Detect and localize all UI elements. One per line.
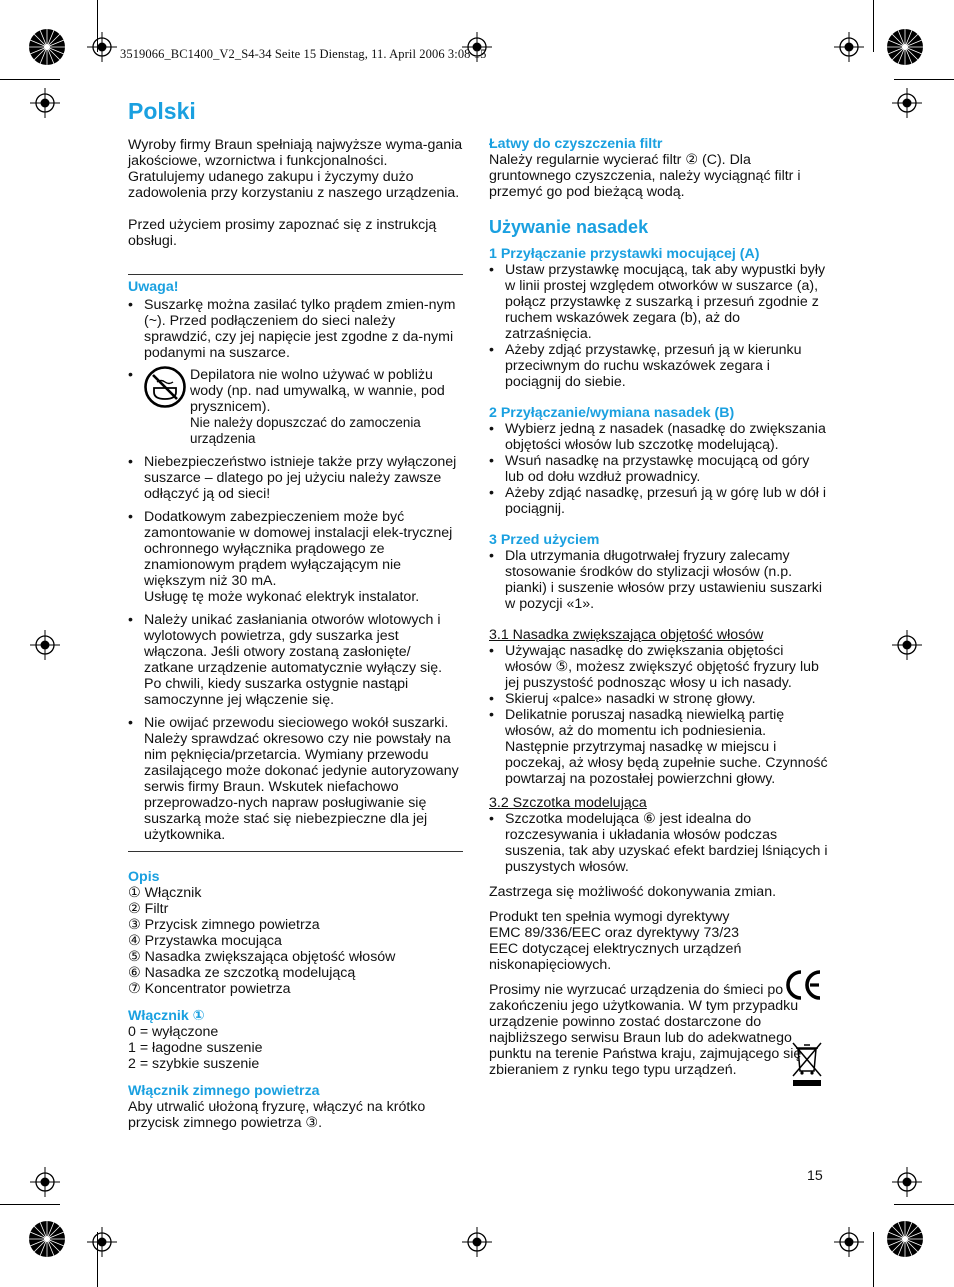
registration-mark-icon	[30, 630, 60, 660]
registration-mark-icon	[834, 1227, 864, 1257]
list-item: ④ Przystawka mocująca	[128, 933, 282, 949]
changes-note: Zastrzega się możliwość dokonywania zmian.	[489, 884, 777, 900]
list-item: • Ażeby zdjąć nasadkę, przesuń ją w górę lub w dół i pociągnij.	[489, 485, 829, 517]
registration-mark-icon	[87, 32, 117, 62]
list-item: • Dla utrzymania długotrwałej fryzury zalecamy stosowanie środków do stylizacji włosów (n.p. pianki) i suszenie włosów przy ustawieniu suszarki w pozycji «1».	[489, 548, 829, 612]
crop-mark	[873, 1232, 874, 1287]
list-item: ⑦ Koncentrator powietrza	[128, 981, 291, 997]
list-item: ① Włącznik	[128, 885, 202, 901]
registration-mark-icon	[892, 630, 922, 660]
page-title: Polski	[128, 98, 196, 124]
print-slug: 3519066_BC1400_V2_S4-34 Seite 15 Dienstag, 11. April 2006 3:08 15	[120, 47, 487, 61]
subsection-heading: 3.1 Nasadka zwiększająca objętość włosów	[489, 627, 764, 643]
section-divider	[128, 274, 463, 275]
ce-mark-icon	[782, 967, 824, 1003]
attachments-heading: Używanie nasadek	[489, 217, 649, 237]
starburst-mark-icon	[28, 28, 66, 66]
list-item: • Niebezpieczeństwo istnieje także przy wyłączonej suszarce – dlatego po jej użyciu należy zawsze odłączyć ją od sieci!	[128, 454, 463, 502]
cold-shot-heading: Włącznik zimnego powietrza	[128, 1083, 320, 1099]
list-item: ⑥ Nasadka ze szczotką modelującą	[128, 965, 356, 981]
list-item: • Ustaw przystawkę mocującą, tak aby wypustki były w linii prostej względem otworków w suszarce (a), połącz przystawkę z suszarką i przesuń zgodnie z ruchem wskazówek zegara (b), aż do zatrzaśnięcia.	[489, 262, 829, 342]
list-item-text: • Dodatkowym zabezpieczeniem może być zamontowanie w domowej instalacji elek-trycznej ochronnego wyłącznika prądowego ze znamionowym prądem wyłączającym nie większym niż 30 mA.	[144, 509, 453, 589]
intro-paragraph: Wyroby firmy Braun spełniają najwyższe wyma-gania jakościowe, wzornictwa i funkcjonalności. Gratulujemy udanego zakupu i życzymy dużo zadowolenia przy korzystaniu z naszego urządzenia.	[128, 137, 463, 201]
list-item: 2 = szybkie suszenie	[128, 1056, 260, 1072]
list-item	[128, 367, 463, 447]
parts-list	[128, 885, 463, 997]
crop-mark	[894, 1204, 954, 1205]
list-item-text: Usługę tę może wykonać elektryk instalator.	[144, 589, 420, 605]
registration-mark-icon	[892, 88, 922, 118]
starburst-mark-icon	[886, 1220, 924, 1258]
emc-compliance-text: Produkt ten spełnia wymogi dyrektywy EMC 89/336/EEC oraz dyrektywy 73/23 EEC dotyczącej elektrycznych urządzeń niskonapięciowych.	[489, 909, 742, 973]
list-item: • Skieruj «palce» nasadki w stronę głowy.	[489, 691, 829, 707]
subsection-heading: 3.2 Szczotka modelująca	[489, 795, 647, 811]
filter-text: Należy regularnie wycierać filtr ② (C). Dla gruntownego czyszczenia, należy wyciągnąć filtr i przemyć go pod bieżącą wodą.	[489, 152, 801, 200]
warning-heading: Uwaga!	[128, 279, 179, 295]
warning-water-note: Nie należy dopuszczać do zamoczenia urządzenia	[190, 415, 421, 446]
list-item: • Wybierz jedną z nasadek (nasadkę do zwiększania objętości włosów lub szczotkę modelującą).	[489, 421, 829, 453]
list-item: • Szczotka modelująca ⑥ jest idealna do rozczesywania i układania włosów podczas suszenia, tak aby uzyskać efekt bardziej lśniących i puszystych włosów.	[489, 811, 829, 875]
registration-mark-icon	[30, 88, 60, 118]
list-item: ③ Przycisk zimnego powietrza	[128, 917, 320, 933]
disposal-text: Prosimy nie wyrzucać urządzenia do śmieci po zakończeniu jego użytkowania. W tym przypadku urządzenie powinno zostać dostarczone do najbliższego serwisu Braun lub do adekwatnego punktu na terenie Państwa kraju, zajmującego się zbieraniem z rynku tego typu urządzeń.	[489, 982, 802, 1078]
starburst-mark-icon	[28, 1220, 66, 1258]
registration-mark-icon	[87, 1227, 117, 1257]
subsection-heading: 1 Przyłączanie przystawki mocującej (A)	[489, 246, 760, 262]
registration-mark-icon	[892, 1167, 922, 1197]
intro-paragraph: Przed użyciem prosimy zapoznać się z instrukcją obsługi.	[128, 217, 437, 249]
right-column	[489, 136, 829, 1078]
crop-mark	[0, 1204, 60, 1205]
crop-mark	[873, 0, 874, 52]
registration-mark-icon	[30, 1167, 60, 1197]
page-number: 15	[807, 1168, 823, 1184]
cold-shot-text: Aby utrwalić ułożoną fryzurę, włączyć na krótko przycisk zimnego powietrza ③.	[128, 1099, 426, 1131]
switch-heading: Włącznik ①	[128, 1008, 205, 1024]
crop-mark	[0, 79, 60, 80]
list-item: ⑤ Nasadka zwiększająca objętość włosów	[128, 949, 396, 965]
list-item: • Nie owijać przewodu sieciowego wokół suszarki. Należy sprawdzać okresowo czy nie powstały na nim pęknięcia/przetarcia. Wymiany przewodu zasilającego może dokonać jedynie autoryzowany serwis firmy Braun. Wskutek niefachowo przeprowadzo-nych napraw posługiwanie się suszarką może stać się niebezpieczne dla jej użytkownika.	[128, 715, 463, 843]
list-item: 1 = łagodne suszenie	[128, 1040, 263, 1056]
registration-mark-icon	[462, 1227, 492, 1257]
subsection-heading: 2 Przyłączanie/wymiana nasadek (B)	[489, 405, 735, 421]
list-item: • Należy unikać zasłaniania otworów wlotowych i wylotowych powietrza, gdy suszarka jest włączona. Jeśli otwory zostaną zasłonięte/ zatkane urządzenie automatycznie wyłączy się. Po chwili, kiedy suszarka ostygnie nastąpi samoczynne jej włączenie się.	[128, 612, 463, 708]
description-heading: Opis	[128, 869, 160, 885]
list-item	[128, 509, 463, 605]
starburst-mark-icon	[886, 28, 924, 66]
list-item: • Używając nasadkę do zwiększania objętości włosów ⑤, możesz zwiększyć objętość fryzury lub jej puszystość podnosząc włosy u ich nasady.	[489, 643, 829, 691]
section-divider	[128, 851, 463, 852]
list-item: • Ażeby zdjąć przystawkę, przesuń ją w kierunku przeciwnym do ruchu wskazówek zegara i pociągnij do siebie.	[489, 342, 829, 390]
no-water-bath-icon	[143, 365, 187, 409]
subsection-heading: 3 Przed użyciem	[489, 532, 600, 548]
crop-mark	[894, 79, 954, 80]
left-column	[128, 137, 463, 1131]
list-item: • Wsuń nasadkę na przystawkę mocującą od góry lub od dołu wzdłuż prowadnicy.	[489, 453, 829, 485]
list-item: • Delikatnie poruszaj nasadką niewielką partię włosów, aż do momentu ich podniesienia. Następnie przytrzymaj nasadkę w miejscu i poczekaj, aż włosy będą zupełnie suche. Czynność powtarzaj na pozostałej powierzchni głowy.	[489, 707, 829, 787]
list-item: • Suszarkę można zasilać tylko prądem zmien-nym (~). Przed podłączeniem do sieci należy sprawdzić, czy jej napięcie jest zgodne z da-nymi podanymi na suszarce.	[128, 297, 463, 361]
crossed-bin-icon	[790, 1040, 824, 1086]
list-item: 0 = wyłączone	[128, 1024, 219, 1040]
registration-mark-icon	[834, 32, 864, 62]
warning-water-text: • Depilatora nie wolno używać w pobliżu wody (np. nad umywalką, w wannie, pod prysznicem).	[190, 367, 445, 415]
filter-heading: Łatwy do czyszczenia filtr	[489, 136, 663, 152]
list-item: ② Filtr	[128, 901, 169, 917]
